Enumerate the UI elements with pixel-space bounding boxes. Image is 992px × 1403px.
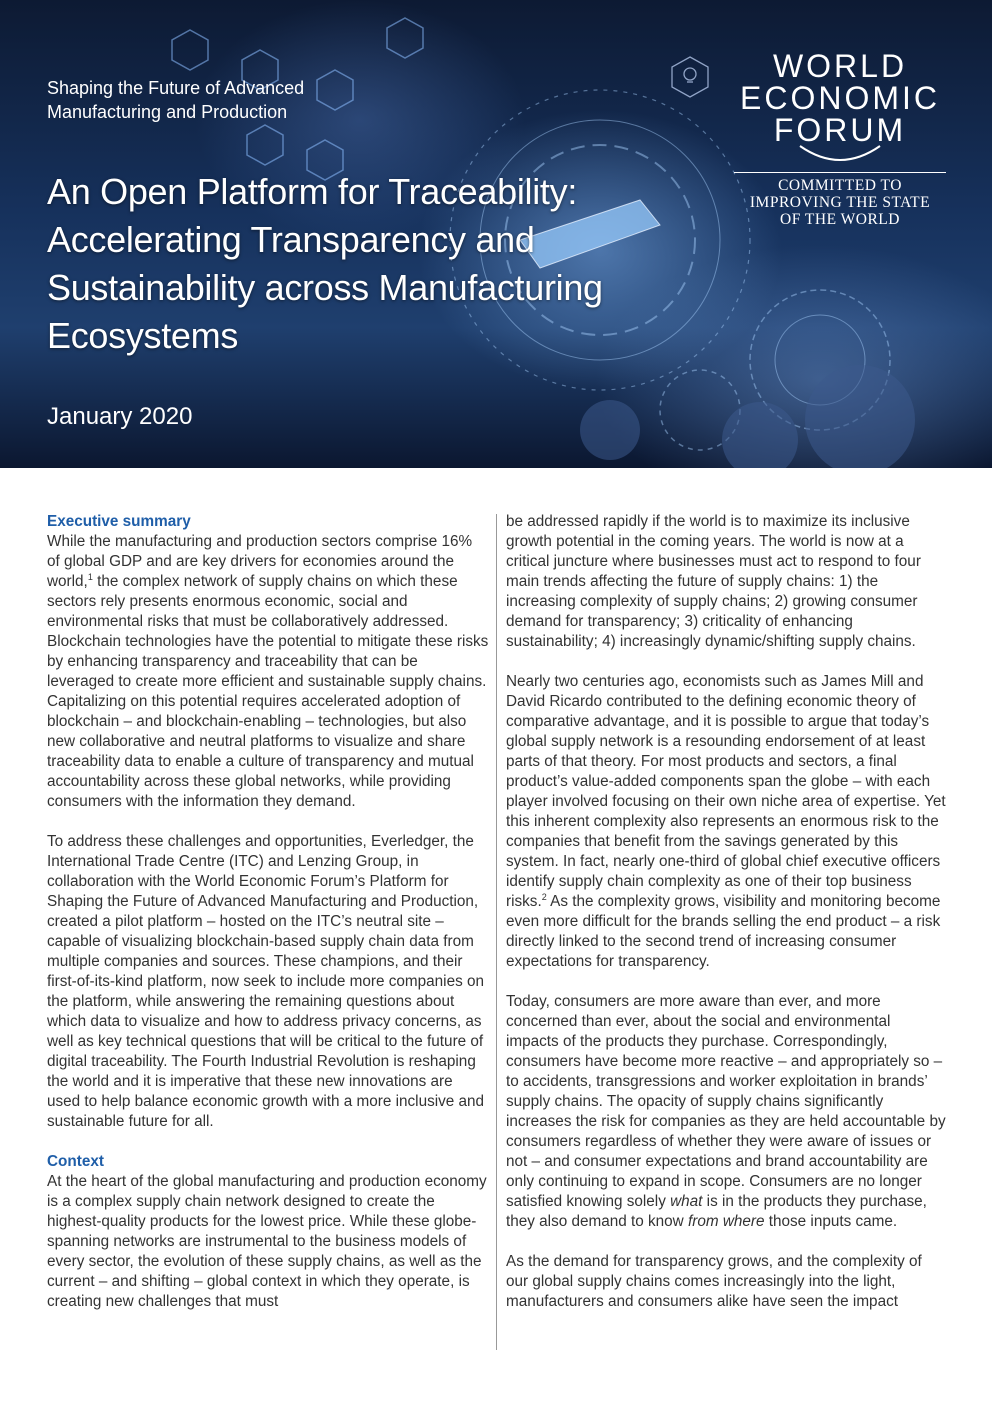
context-paragraph-4: As the demand for transparency grows, and the complexity of our global supply chains comes increasingly into the light, manufacturers and consumers alike have seen the impact: [506, 1253, 922, 1310]
executive-summary-heading: Executive summary: [47, 513, 191, 530]
context-paragraph-2: Nearly two centuries ago, economists such as James Mill and David Ricardo contributed to the defining economic theory of comparative advantage, and it is possible to argue that today’s global supply network is a resounding endorsement of at least parts of that theory. For most products and sectors, a final product’s value-added components span the globe – with each player involved focusing on their own niche area of expertise. Yet this inherent complexity also represents an enormous risk to the companies that benefit from the savings generated by this system. In fact, nearly one-third of global chief executive officers identify supply chain complexity as one of their top business risks.$^2$ As the complexity grows, visibility and monitoring become even more difficult for the brands selling the end product – a risk directly linked to the second trend of increasing consumer expectations for transparency.: [506, 673, 946, 970]
column-divider: [496, 514, 497, 1350]
wef-logo: [728, 50, 952, 228]
context-heading: Context: [47, 1153, 104, 1170]
left-column: [47, 512, 489, 1312]
publication-date: January 2020: [47, 403, 193, 430]
context-paragraph-3: Today, consumers are more aware than ever, and more concerned than ever, about the social and environmental impacts of the products they purchase. Correspondingly, consumers have become more reactive – and appropriately so – to accidents, transgressions and worker exploitation in brands’ supply chains. The opacity of supply chains significantly increases the risk for companies as they are held accountable by consumers regardless of whether they were aware of issues or not – and consumer expectations and brand accountability are only continuing to expand in scope. Consumers are no longer satisfied knowing solely what is in the products they purchase, they also demand to know from where those inputs came.: [506, 993, 946, 1230]
right-column: [506, 512, 946, 1312]
platform-name: Shaping the Future of Advanced Manufacturing and Production: [47, 78, 305, 122]
executive-summary-paragraph-2: To address these challenges and opportunities, Everledger, the International Trade Centre (ITC) and Lenzing Group, in collaboration with the World Economic Forum’s Platform for Shaping the Future of Advanced Manufacturing and Production, created a pilot platform – hosted on the ITC’s neutral site – capable of visualizing blockchain-based supply chain data from multiple companies and sources. These champions, and their first-of-its-kind platform, now seek to include more companies on the platform, while answering the remaining questions about which data to visualize and how to address privacy concerns, as well as key technical questions that will be critical to the future of digital traceability. The Fourth Industrial Revolution is reshaping the world and it is imperative that these new innovations are used to help balance economic growth with a more inclusive and sustainable future for all.: [47, 833, 485, 1130]
context-paragraph-1-continued: be addressed rapidly if the world is to maximize its inclusive growth potential in the coming years. The world is now at a critical juncture where businesses must act to respond to four main trends affecting the future of supply chains: 1) the increasing complexity of supply chains; 2) growing consumer demand for transparency; 3) criticality of enhancing sustainability; 4) increasingly dynamic/shifting supply chains.: [506, 513, 921, 650]
logo-line-forum: FORUM: [773, 112, 907, 148]
logo-line-world: WORLD: [772, 48, 908, 84]
footnote-ref-2: 2: [541, 891, 547, 902]
logo-divider: [734, 172, 946, 173]
gears-shape: [580, 365, 915, 468]
logo-tagline-2: IMPROVING THE STATE: [749, 194, 931, 211]
logo-tagline-3: OF THE WORLD: [780, 211, 900, 228]
cover-banner: [0, 0, 992, 468]
context-paragraph-1: At the heart of the global manufacturing and production economy is a complex supply chain network designed to create the highest-quality products for the lowest price. While these globe-spanning networks are instrumental to the business models of every sector, the evolution of these supply chains, as well as the current – and shifting – global context in which they operate, is creating new challenges that must: [47, 1173, 487, 1310]
lightbulb-icon: [672, 57, 708, 97]
logo-line-economic: ECONOMIC: [740, 80, 940, 116]
executive-summary-paragraph-1: While the manufacturing and production sectors comprise 16% of global GDP and are key drivers for economies around the world,$^1$ the complex network of supply chains on which these sectors rely presents enormous economic, social and environmental risks that must be collaboratively addressed. Blockchain technologies have the potential to mitigate these risks by enhancing transparency and traceability that can be leveraged to create more efficient and sustainable supply chains. Capitalizing on this potential requires accelerated adoption of blockchain – and blockchain-enabling – technologies, but also new collaborative and neutral platforms to visualize and share traceability data to enable a culture of transparency and mutual accountability across these global networks, while providing consumers with the information they demand.: [47, 533, 489, 810]
logo-tagline-1: COMMITTED TO: [778, 177, 902, 194]
document-title: An Open Platform for Traceability: Accelerating Transparency and Sustainability across Manufacturing Ecosystems: [47, 171, 603, 356]
footnote-ref-1: 1: [87, 571, 93, 582]
